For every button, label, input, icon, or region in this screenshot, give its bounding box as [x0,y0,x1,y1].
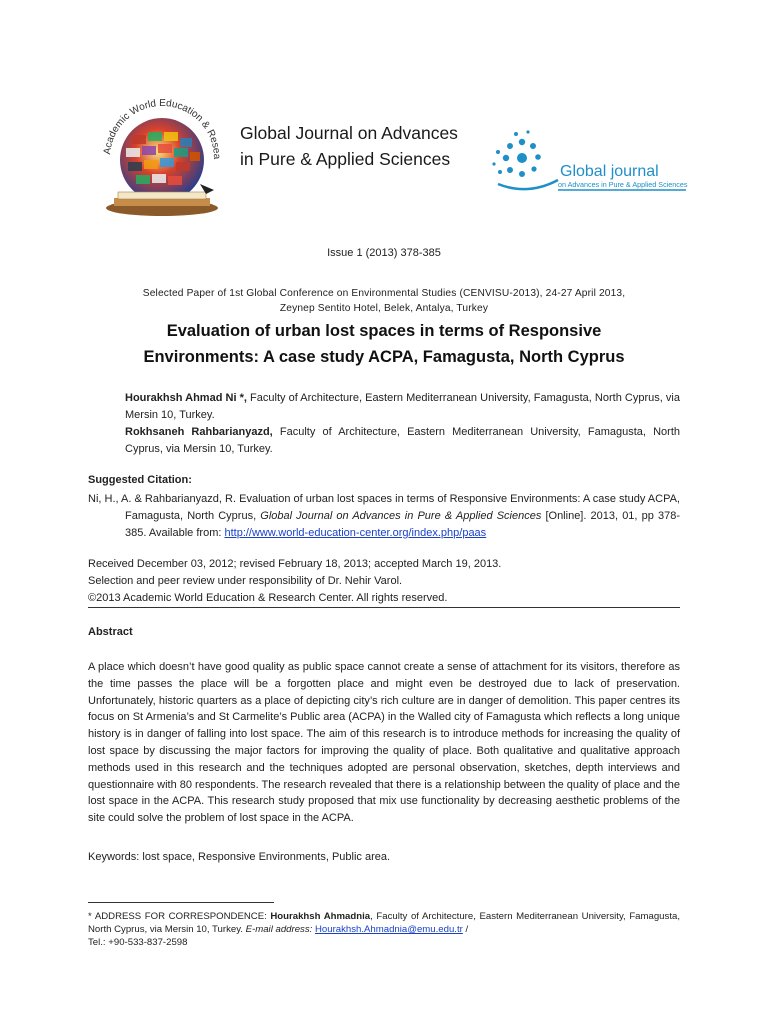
citation-text [88,491,680,542]
footnote-name: Hourakhsh Ahmadnia [270,911,371,922]
logo-big-text: Global journal [560,163,659,180]
author-1 [88,390,680,424]
author-2-affil: Faculty of Architecture, Eastern Mediterranean University, Famagusta, North Cyprus, via Mersin 10, Turkey. [125,426,680,455]
dates-block [88,556,688,607]
global-journal-logo [488,124,688,194]
selected-paper-note [60,286,708,316]
org-logo [92,80,232,230]
copyright-line: ©2013 Academic World Education & Research Center. All rights reserved. [88,592,448,604]
citation-url-link[interactable]: http://www.world-education-center.org/index.php/paas [224,527,487,539]
abstract-heading: Abstract [88,626,133,638]
citation-part1: Ni, H., A. & Rahbarianyazd, R. Evaluation of urban lost spaces in terms of Responsive Environments: A case study ACPA, Famagusta, North Cyprus, [88,493,680,522]
citation-journal: Global Journal on Advances in Pure & Applied Sciences [260,510,542,522]
footnote-tel: Tel.: +90-533-837-2598 [88,937,188,948]
author-1-name: Hourakhsh Ahmad Ni *, [125,392,247,404]
journal-title-line2: in Pure & Applied Sciences [240,149,451,169]
issue-line: Issue 1 (2013) 378-385 [327,247,441,259]
citation-heading: Suggested Citation: [88,474,192,486]
journal-title [240,120,458,172]
footnote-email-label: E-mail address: [245,924,313,935]
footnote-affil: , Faculty of Architecture, Eastern Mediterranean University, Famagusta, North Cyprus, via Mersin 10, Turkey. [88,911,680,935]
footnote-slash: / [462,924,469,935]
footnote-divider [88,902,274,903]
selected-line1: Selected Paper of 1st Global Conference on Environmental Studies (CENVISU-2013), 24-27 April 2013, [142,288,626,299]
author-1-affil: Faculty of Architecture, Eastern Mediterranean University, Famagusta, North Cyprus, via Mersin 10, Turkey. [125,392,680,421]
footnote [88,910,680,949]
keywords-line: Keywords: lost space, Responsive Environments, Public area. [88,851,391,863]
paper-title-line2: Environments: A case study ACPA, Famagusta, North Cyprus [143,348,625,366]
sunburst-icon [488,124,688,194]
footnote-address [88,910,680,936]
received-line: Received December 03, 2012; revised February 18, 2013; accepted March 19, 2013. [88,558,502,570]
globe-books-icon [92,80,232,230]
abstract-text: A place which doesn’t have good quality as public space cannot create a sense of attachment for its visitors, therefore as the time passes the place will be a forgotten place and might even be destroyed due to lack of preservation. Unfortunately, historic quarters as a place of depicting city’s rich culture are in danger of demolition. This paper centres its focus on St Armenia’s and St Carmelite’s Public area (ACPA) in the Walled city of Famagusta which reflects a long unique history is in danger of falling into lost space. The aim of this research is to introduce methods for increasing the quality of lost space by discussing the major factors for improving the quality of place. Both qualitative and qualitative approach methods used in this research and the techniques adopted are personal observation, sketches, depth interviews and questionnaire with 80 respondents. The research revealed that there is a relationship between the quality of place and the lost space in the ACPA. This research study proposed that mix use functionality by decreasing aesthetic problems of the site could solve the problem of lost space in the ACPA. [88,661,680,825]
author-2-name: Rokhsaneh Rahbarianyazd, [125,426,273,438]
citation-part2: [Online]. 2013, 01, pp 378-385. Available from: [125,510,680,539]
selected-line2: Zeynep Sentito Hotel, Belek, Antalya, Turkey [279,303,489,314]
footnote-prefix: * ADDRESS FOR CORRESPONDENCE: [88,911,271,922]
divider [88,607,680,608]
author-2 [88,424,680,458]
citation-block [88,491,680,542]
authors-block [88,390,680,458]
review-line: Selection and peer review under responsibility of Dr. Nehir Varol. [88,575,403,587]
paper-title-line1: Evaluation of urban lost spaces in terms of Responsive [166,322,602,340]
org-logo-text: Academic World Education & Resea [102,97,223,160]
footnote-email-link[interactable]: Hourakhsh.Ahmadnia@emu.edu.tr [314,924,463,935]
paper-title [60,318,708,370]
logo-small-text: on Advances in Pure & Applied Sciences [558,180,688,189]
journal-title-line1: Global Journal on Advances [240,123,458,143]
